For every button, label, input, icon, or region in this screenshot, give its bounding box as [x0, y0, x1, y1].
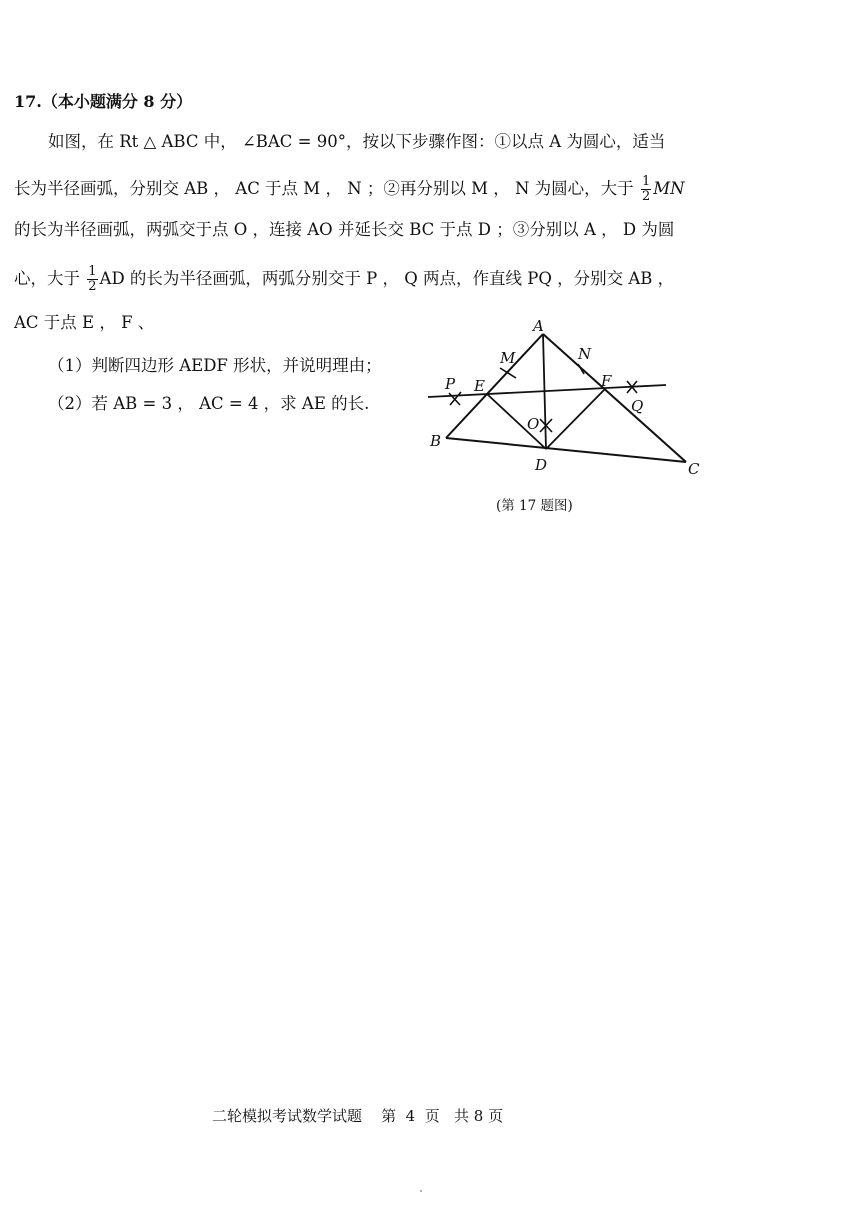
segment-bc [446, 438, 686, 462]
label-d: D [535, 456, 548, 474]
label-m: M [500, 349, 516, 367]
sub-question-1: （1）判断四边形 AEDF 形状，并说明理由； [48, 356, 382, 375]
segment-ac [543, 334, 686, 462]
fraction-half-mn [641, 175, 651, 204]
question-line-3: 的长为半径画弧，两弧交于点 O ，连接 AO 并延长交 BC 于点 D ；③分别以 A ， D 为圆 [14, 220, 675, 239]
label-c: C [688, 460, 700, 478]
page-footer: 二轮模拟考试数学试题 第 4 页 共 8 页 [212, 1107, 504, 1125]
label-a: A [533, 317, 544, 335]
label-e: E [474, 377, 485, 395]
label-f: F [601, 372, 612, 390]
label-b: B [430, 432, 442, 450]
label-o: O [527, 415, 540, 433]
line-pq [428, 385, 666, 397]
question-line-5: AC 于点 E ， F 、 [14, 313, 155, 332]
fraction-denominator: 2 [641, 189, 651, 204]
segment-df [546, 389, 605, 449]
question-line-2 [14, 175, 685, 204]
fraction-numerator: 1 [88, 264, 97, 279]
triangle-abc [446, 334, 686, 462]
question-title: 17.（本小题满分 8 分） [14, 92, 193, 111]
sub-question-2: （2）若 AB = 3 ， AC = 4 ，求 AE 的长. [48, 394, 370, 413]
geometry-figure [420, 314, 710, 484]
fraction-numerator: 1 [641, 174, 651, 189]
figure-caption: (第 17 题图) [496, 498, 573, 514]
fraction-ad-text: AD 的长为半径画弧，两弧分别交于 P ， Q 两点，作直线 PQ ，分别交 AB ， [99, 269, 675, 288]
question-line-1: 如图，在 Rt △ ABC 中， ∠BAC = 90°，按以下步骤作图：①以点 A 为圆心，适当 [48, 132, 666, 151]
scan-speck [420, 1190, 422, 1192]
question-line-4 [14, 265, 674, 294]
label-q: Q [631, 397, 644, 415]
fraction-mn-text: MN [653, 179, 685, 198]
label-p: P [445, 375, 456, 393]
arc-mark-p [449, 392, 461, 405]
fraction-denominator: 2 [88, 279, 97, 294]
label-n: N [578, 345, 592, 363]
question-line-4-text: 心，大于 [14, 269, 80, 288]
question-line-2-text: 长为半径画弧，分别交 AB ， AC 于点 M ， N ；②再分别以 M ， N 为圆心，大于 [14, 179, 634, 198]
fraction-half-ad [87, 265, 97, 294]
